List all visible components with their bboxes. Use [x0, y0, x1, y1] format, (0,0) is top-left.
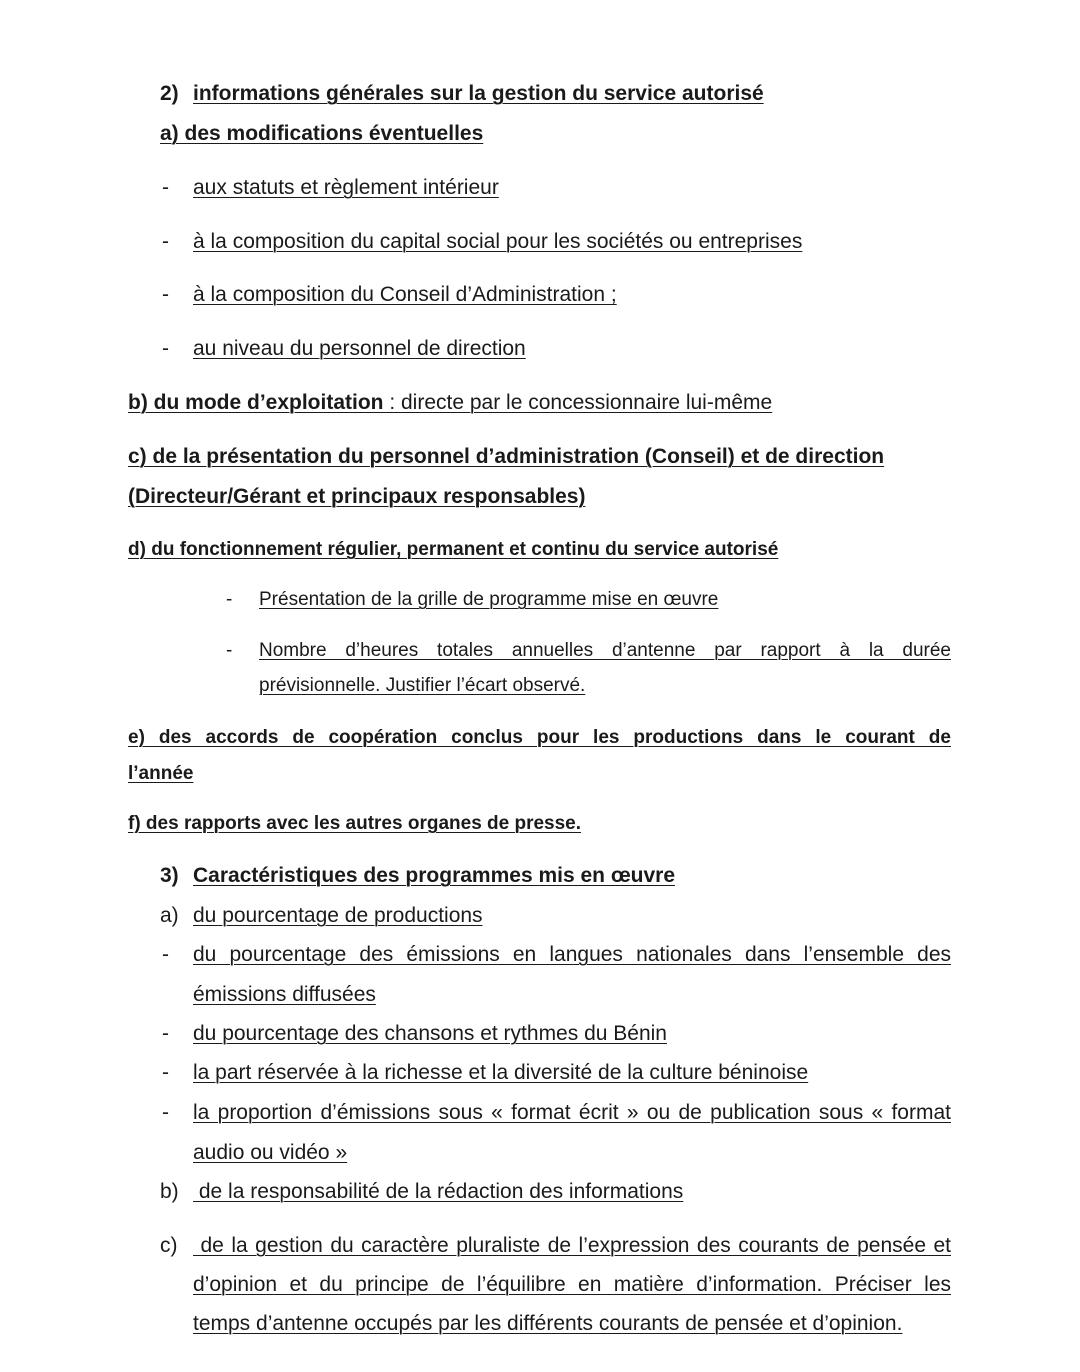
list-item: Présentation de la grille de programme mise en œuvre — [259, 589, 719, 610]
section-2-number: 2) — [160, 82, 179, 105]
subsection-f-heading: f) des rapports avec les autres organes de presse. — [128, 813, 582, 834]
list-item-line1: du pourcentage des émissions en langues nationales dans l’ensemble des — [193, 943, 951, 966]
item-c-line2: d’opinion et du principe de l’équilibre en matière d’information. Préciser les — [193, 1273, 951, 1296]
section-3-title: Caractéristiques des programmes mis en œuvre — [193, 864, 676, 887]
item-a-label: a) — [160, 904, 179, 927]
subsection-c-heading-line1: c) de la présentation du personnel d’administration (Conseil) et de direction — [128, 445, 885, 468]
subsection-b-heading: b) du mode d’exploitation — [128, 391, 384, 414]
list-dash: - — [226, 589, 233, 610]
subsection-a-heading: a) des modifications éventuelles — [160, 122, 484, 145]
section-2-title: informations générales sur la gestion du service autorisé — [193, 82, 764, 105]
item-c-label: c) — [160, 1234, 178, 1257]
subsection-b-text: : directe par le concessionnaire lui-même — [383, 391, 773, 414]
list-dash: - — [162, 283, 169, 306]
list-item: du pourcentage des chansons et rythmes du Bénin — [193, 1022, 667, 1045]
list-dash: - — [162, 1022, 169, 1045]
item-c-line3: temps d’antenne occupés par les différents courants de pensée et d’opinion. — [193, 1312, 903, 1335]
list-item: aux statuts et règlement intérieur — [193, 176, 499, 199]
list-item: au niveau du personnel de direction — [193, 337, 526, 360]
subsection-b — [128, 390, 772, 416]
item-b-text: de la responsabilité de la rédaction des informations — [193, 1180, 684, 1203]
list-item-line2: audio ou vidéo » — [193, 1141, 348, 1164]
list-item-line2: prévisionnelle. Justifier l’écart observé. — [259, 675, 586, 696]
list-item: la part réservée à la richesse et la diversité de la culture béninoise — [193, 1061, 809, 1084]
item-c-line1: de la gestion du caractère pluraliste de l’expression des courants de pensée et — [193, 1234, 951, 1257]
list-item-line1: Nombre d’heures totales annuelles d’antenne par rapport à la durée — [259, 640, 951, 661]
list-dash: - — [162, 1061, 169, 1084]
section-3-number: 3) — [160, 864, 179, 887]
list-item-line1: la proportion d’émissions sous « format écrit » ou de publication sous « format — [193, 1101, 951, 1124]
subsection-e-heading-line2: l’année — [128, 763, 194, 784]
subsection-d-heading: d) du fonctionnement régulier, permanent et continu du service autorisé — [128, 539, 779, 560]
list-dash: - — [162, 337, 169, 360]
list-dash: - — [162, 1101, 169, 1124]
list-item: à la composition du Conseil d’Administration ; — [193, 283, 617, 306]
list-dash: - — [162, 176, 169, 199]
list-item: à la composition du capital social pour les sociétés ou entreprises — [193, 230, 803, 253]
list-dash: - — [162, 230, 169, 253]
list-item-line2: émissions diffusées — [193, 983, 376, 1006]
item-a-text: du pourcentage de productions — [193, 904, 483, 927]
item-b-label: b) — [160, 1180, 179, 1203]
subsection-e-heading-line1: e) des accords de coopération conclus pour les productions dans le courant de — [128, 727, 951, 748]
list-dash: - — [162, 943, 169, 966]
subsection-c-heading-line2: (Directeur/Gérant et principaux responsables) — [128, 485, 586, 508]
list-dash: - — [226, 640, 233, 661]
